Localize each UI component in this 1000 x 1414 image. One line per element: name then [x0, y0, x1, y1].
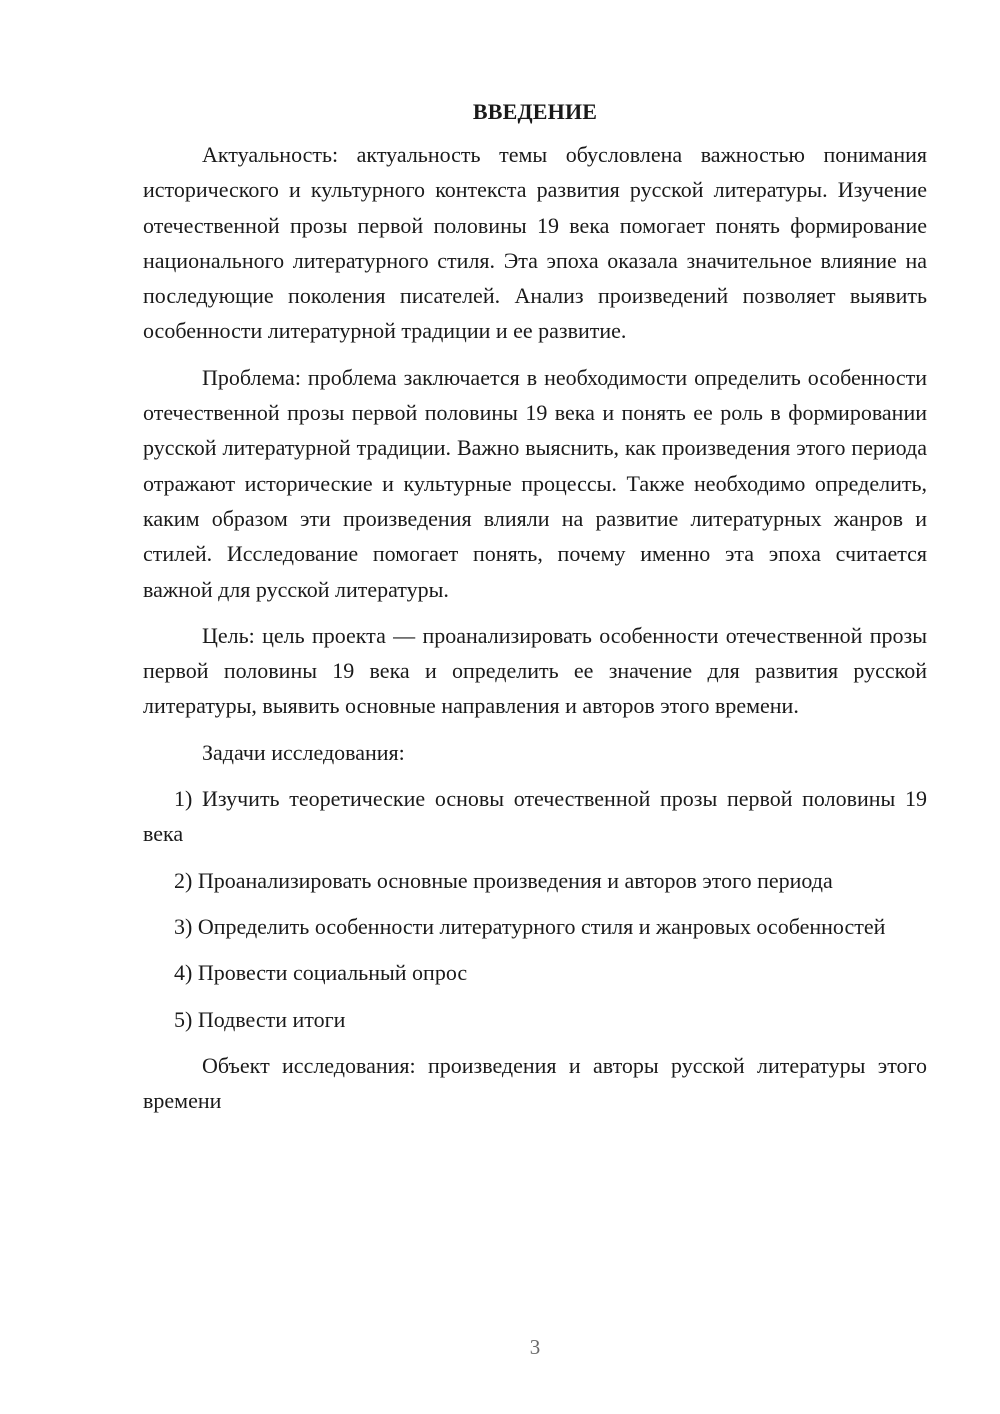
- problem-paragraph: Проблема: проблема заключается в необходимости определить особенности отечественной прозы первой половины 19 века и понять ее роль в формировании русской литературной традиции. Важно выяснить, как произведения этого периода отражают исторические и культурные процессы. Также необходимо определить, каким образом эти произведения влияли на развитие литературных жанров и стилей. Исследование помогает понять, почему именно эта эпоха считается важной для русской литературы.: [143, 364, 927, 602]
- task-item-2: 2) Проанализировать основные произведения и авторов этого периода: [174, 867, 833, 893]
- task-item-4: 4) Провести социальный опрос: [174, 960, 468, 986]
- page-content: [143, 94, 927, 1129]
- page-number: 3: [529, 1335, 541, 1359]
- task-item-3: 3) Определить особенности литературного стиля и жанровых особенностей: [174, 913, 886, 939]
- tasks-heading: Задачи исследования:: [202, 739, 405, 765]
- task-item-1: 1) Изучить теоретические основы отечественной прозы первой половины 19 века: [143, 786, 927, 847]
- object-paragraph: Объект исследования: произведения и авторы русской литературы этого времени: [143, 1052, 927, 1114]
- page-title: ВВЕДЕНИЕ: [472, 99, 598, 124]
- relevance-paragraph: Актуальность: актуальность темы обусловлена важностью понимания исторического и культурного контекста развития русской литературы. Изучение отечественной прозы первой половины 19 века помогает понять формирование национального литературного стиля. Эта эпоха оказала значительное влияние на последующие поколения писателей. Анализ произведений позволяет выявить особенности литературной традиции и ее развитие.: [143, 142, 927, 344]
- task-item-5: 5) Подвести итоги: [174, 1006, 346, 1032]
- goal-paragraph: Цель: цель проекта — проанализировать особенности отечественной прозы первой половины 19 века и определить ее значение для развития русской литературы, выявить основные направления и авторов этого времени.: [143, 622, 927, 719]
